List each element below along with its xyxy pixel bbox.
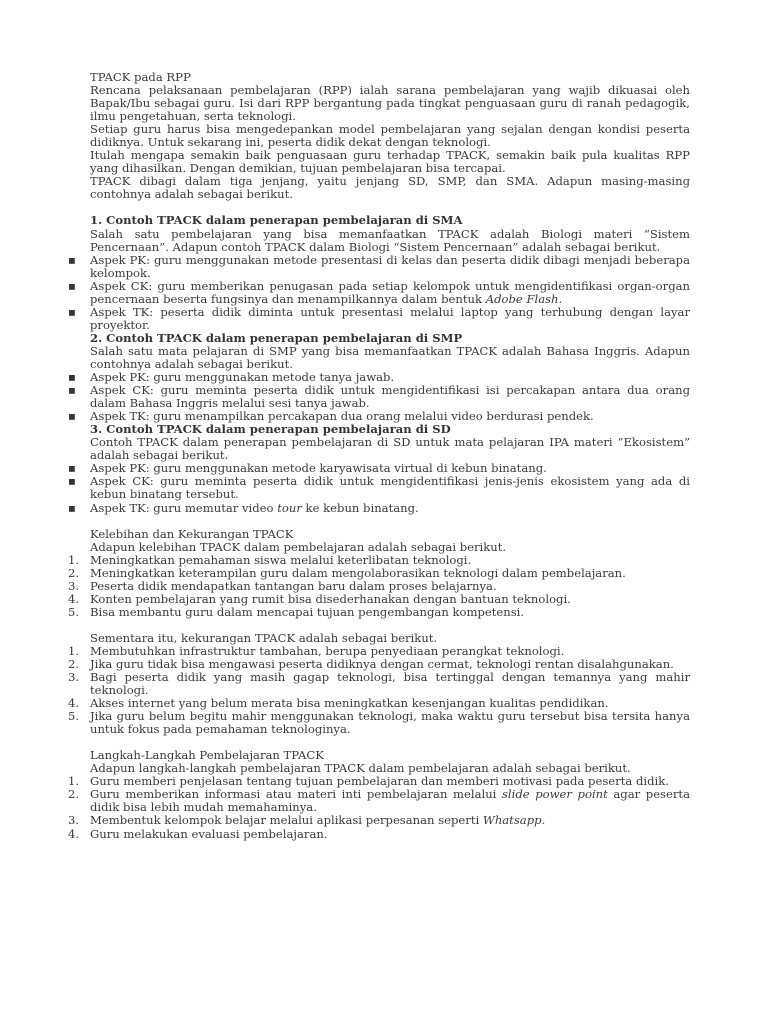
intro-paragraph: TPACK dibagi dalam tiga jenjang, yaitu jenjang SD, SMP, dan SMA. Adapun masing-masing contohnya adalah sebagai berikut. (90, 174, 690, 202)
section-desc-kekurangan: Sementara itu, kekurangan TPACK adalah sebagai berikut. (90, 630, 438, 645)
section-desc: Adapun langkah-langkah pembelajaran TPACK dalam pembelajaran adalah sebagai berikut. (90, 761, 631, 776)
section-heading-sd: 3. Contoh TPACK dalam penerapan pembelajaran di SD (90, 422, 451, 437)
section-desc: Salah satu mata pelajaran di SMP yang bisa memanfaatkan TPACK adalah Bahasa Inggris. Adapun contohnya adalah sebagai berikut. (90, 343, 690, 371)
numbered-item: 2. Jika guru tidak bisa mengawasi peserta didiknya dengan cermat, teknologi rentan disalahgunakan. (68, 656, 674, 671)
bullet-item: ▪ Aspek TK: peserta didik diminta untuk presentasi melalui laptop yang terhubung dengan layar proyektor. (90, 306, 690, 332)
bullet-item: ▪ Aspek TK: guru memutar video tour ke kebun binatang. (90, 502, 690, 515)
section-heading-langkah: Langkah-Langkah Pembelajaran TPACK (90, 748, 324, 763)
numbered-item: 3. Membentuk kelompok belajar melalui aplikasi perpesanan seperti Whatsapp. (68, 813, 546, 828)
numbered-item: 1. Membutuhkan infrastruktur tambahan, berupa penyediaan perangkat teknologi. (68, 643, 565, 658)
intro-paragraph: Rencana pelaksanaan pembelajaran (RPP) ialah sarana pembelajaran yang wajib dikuasai oleh Bapak/Ibu sebagai guru. Isi dari RPP bergantung pada tingkat penguasaan guru di ranah pedagogik, ilmu pengetahuan, serta teknologi. (90, 83, 690, 124)
numbered-item: 1. Guru memberi penjelasan tentang tujuan pembelajaran dan memberi motivasi pada peserta didik. (68, 774, 669, 789)
numbered-item: 5. Bisa membantu guru dalam mencapai tujuan pengembangan kompetensi. (68, 604, 525, 619)
numbered-item: 4. Akses internet yang belum merata bisa meningkatkan kesenjangan kualitas pendidikan. (68, 696, 609, 711)
numbered-item: 2. Guru memberikan informasi atau materi inti pembelajaran melalui slide power point agar peserta didik bisa lebih mudah memahaminya. (68, 787, 690, 815)
section-desc: Adapun kelebihan TPACK dalam pembelajaran adalah sebagai berikut. (90, 539, 507, 554)
numbered-item: 5. Jika guru belum begitu mahir menggunakan teknologi, maka waktu guru tersebut bisa tersita hanya untuk fokus pada pemahaman teknologinya. (68, 709, 690, 737)
numbered-item: 3. Bagi peserta didik yang masih gagap teknologi, bisa tertinggal dengan temannya yang mahir teknologi. (68, 670, 690, 698)
section-desc: Salah satu pembelajaran yang bisa memanfaatkan TPACK adalah Biologi materi “Sistem Pencernaan”. Adapun contoh TPACK dalam Biologi “Sistem Pencernaan” adalah sebagai berikut. (90, 226, 690, 254)
numbered-item: 4. Konten pembelajaran yang rumit bisa disederhanakan dengan bantuan teknologi. (68, 591, 571, 606)
numbered-item: 1. Meningkatkan pemahaman siswa melalui keterlibatan teknologi. (68, 552, 472, 567)
numbered-item: 2. Meningkatkan keterampilan guru dalam mengolaborasikan teknologi dalam pembelajaran. (68, 565, 626, 580)
numbered-item: 4. Guru melakukan evaluasi pembelajaran. (68, 826, 328, 841)
section-heading-sma: 1. Contoh TPACK dalam penerapan pembelajaran di SMA (90, 213, 463, 228)
bullet-item: ▪ Aspek PK: guru menggunakan metode tanya jawab. (90, 371, 690, 384)
intro-paragraph: Itulah mengapa semakin baik penguasaan guru terhadap TPACK, semakin baik pula kualitas RPP yang dihasilkan. Dengan demikian, tujuan pembelajaran bisa tercapai. (90, 148, 690, 176)
doc-title: TPACK pada RPP (90, 70, 191, 84)
bullet-item: ▪ Aspek CK: guru memberikan penugasan pada setiap kelompok untuk mengidentifikasi organ-organ pencernaan beserta fungsinya dan menampilkannya dalam bentuk Adobe Flash. (90, 280, 690, 306)
bullet-item: ▪ Aspek CK: guru meminta peserta didik untuk mengidentifikasi isi percakapan antara dua orang dalam Bahasa Inggris melalui sesi tanya jawab. (90, 384, 690, 410)
section-heading-kelebihan: Kelebihan dan Kekurangan TPACK (90, 526, 294, 541)
bullet-item: ▪ Aspek PK: guru menggunakan metode karyawisata virtual di kebun binatang. (90, 462, 690, 475)
bullet-item: ▪ Aspek PK: guru menggunakan metode presentasi di kelas dan peserta didik dibagi menjadi beberapa kelompok. (90, 254, 690, 280)
intro-paragraph: Setiap guru harus bisa mengedepankan model pembelajaran yang sejalan dengan kondisi peserta didiknya. Untuk sekarang ini, peserta didik dekat dengan teknologi. (90, 122, 690, 150)
section-heading-smp: 2. Contoh TPACK dalam penerapan pembelajaran di SMP (90, 330, 463, 345)
bullet-item: ▪ Aspek TK: guru menampilkan percakapan dua orang melalui video berdurasi pendek. (90, 410, 690, 423)
numbered-item: 3. Peserta didik mendapatkan tantangan baru dalam proses belajarnya. (68, 578, 497, 593)
bullet-item: ▪ Aspek CK: guru meminta peserta didik untuk mengidentifikasi jenis-jenis ekosistem yang ada di kebun binatang tersebut. (90, 475, 690, 501)
section-desc: Contoh TPACK dalam penerapan pembelajaran di SD untuk mata pelajaran IPA materi “Ekosistem” adalah sebagai berikut. (90, 435, 690, 463)
